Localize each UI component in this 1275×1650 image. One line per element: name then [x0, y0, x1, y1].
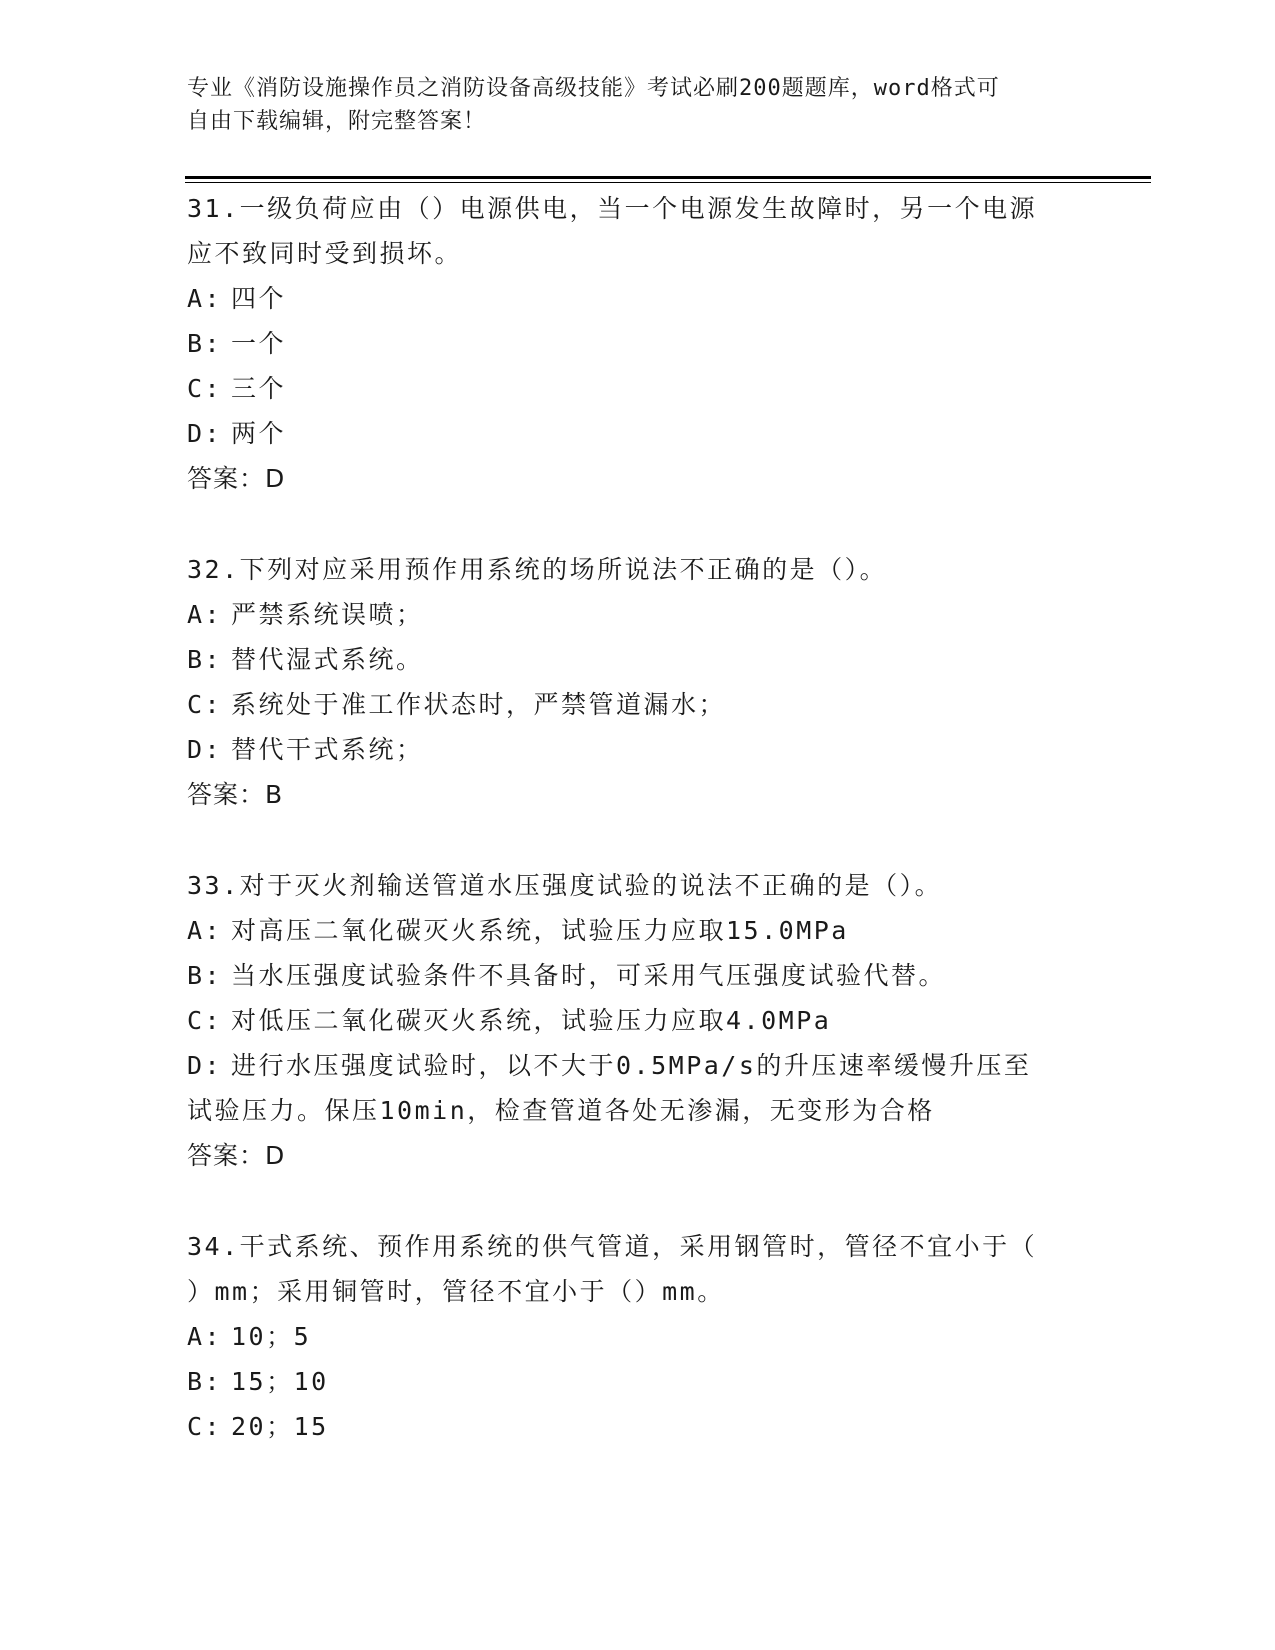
answer-line: 答案：D — [187, 1141, 286, 1170]
question-33 — [187, 863, 1087, 1178]
question-list — [187, 186, 1087, 1449]
answer-line: 答案：D — [187, 464, 286, 493]
header-line-1: 专业《消防设施操作员之消防设备高级技能》考试必刷200题题库，word格式可 — [187, 76, 1000, 101]
option-text: 三个 — [231, 374, 287, 403]
option-letter: B: — [187, 1367, 223, 1396]
option-letter: C: — [187, 374, 223, 403]
option-b — [187, 1359, 1087, 1404]
header-divider-thin — [185, 182, 1151, 183]
option-text: 替代湿式系统。 — [231, 645, 424, 674]
option-c — [187, 682, 1087, 727]
question-31 — [187, 186, 1087, 501]
option-letter: A: — [187, 284, 223, 313]
option-letter: B: — [187, 329, 223, 358]
document-header — [187, 72, 1077, 138]
option-b — [187, 321, 1087, 366]
question-spacer — [187, 501, 1087, 547]
option-text: 两个 — [231, 419, 287, 448]
option-letter: D: — [187, 735, 223, 764]
option-letter: A: — [187, 916, 223, 945]
option-d — [187, 1043, 1087, 1088]
option-text: 替代干式系统； — [231, 735, 424, 764]
question-stem-line: ）mm；采用铜管时，管径不宜小于（）mm。 — [187, 1277, 725, 1306]
question-stem — [187, 186, 1067, 276]
option-text: 严禁系统误喷； — [231, 600, 424, 629]
option-letter: C: — [187, 690, 223, 719]
option-text: 进行水压强度试验时，以不大于0.5MPa/s的升压速率缓慢升压至 — [231, 1051, 1032, 1080]
option-letter: C: — [187, 1006, 223, 1035]
question-32 — [187, 547, 1087, 817]
option-a — [187, 276, 1087, 321]
option-c — [187, 998, 1087, 1043]
question-stem — [187, 1224, 1067, 1314]
option-letter: B: — [187, 961, 223, 990]
question-stem-line: 32.下列对应采用预作用系统的场所说法不正确的是（）。 — [187, 555, 888, 584]
option-letter: D: — [187, 1051, 223, 1080]
question-stem-line: 应不致同时受到损坏。 — [187, 239, 463, 268]
question-stem-line: 31.一级负荷应由（）电源供电，当一个电源发生故障时，另一个电源 — [187, 194, 1038, 223]
option-text: 系统处于准工作状态时，严禁管道漏水； — [231, 690, 727, 719]
question-spacer — [187, 817, 1087, 863]
option-d — [187, 411, 1087, 456]
option-b — [187, 637, 1087, 682]
option-text: 15；10 — [231, 1367, 329, 1396]
option-text: 一个 — [231, 329, 287, 358]
question-stem — [187, 547, 1067, 592]
option-text: 20；15 — [231, 1412, 329, 1441]
header-line-2: 自由下载编辑，附完整答案！ — [187, 109, 487, 134]
question-stem-line: 34.干式系统、预作用系统的供气管道，采用钢管时，管径不宜小于（ — [187, 1232, 1038, 1261]
option-letter: B: — [187, 645, 223, 674]
option-c — [187, 366, 1087, 411]
option-a — [187, 592, 1087, 637]
option-b — [187, 953, 1087, 998]
answer-line: 答案：B — [187, 780, 284, 809]
question-stem — [187, 863, 1067, 908]
question-stem-line: 33.对于灭火剂输送管道水压强度试验的说法不正确的是（）。 — [187, 871, 943, 900]
question-34 — [187, 1224, 1087, 1449]
option-text: 当水压强度试验条件不具备时，可采用气压强度试验代替。 — [231, 961, 947, 990]
option-text: 对高压二氧化碳灭火系统，试验压力应取15.0MPa — [231, 916, 849, 945]
option-letter: C: — [187, 1412, 223, 1441]
option-c — [187, 1404, 1087, 1449]
option-a — [187, 1314, 1087, 1359]
option-text: 对低压二氧化碳灭火系统，试验压力应取4.0MPa — [231, 1006, 832, 1035]
option-text: 10；5 — [231, 1322, 312, 1351]
option-a — [187, 908, 1087, 953]
option-d — [187, 727, 1087, 772]
option-text: 四个 — [231, 284, 287, 313]
option-letter: D: — [187, 419, 223, 448]
option-letter: A: — [187, 600, 223, 629]
option-d-continuation: 试验压力。保压10min，检查管道各处无渗漏，无变形为合格 — [187, 1096, 935, 1125]
header-divider-thick — [185, 176, 1151, 179]
question-spacer — [187, 1178, 1087, 1224]
option-letter: A: — [187, 1322, 223, 1351]
